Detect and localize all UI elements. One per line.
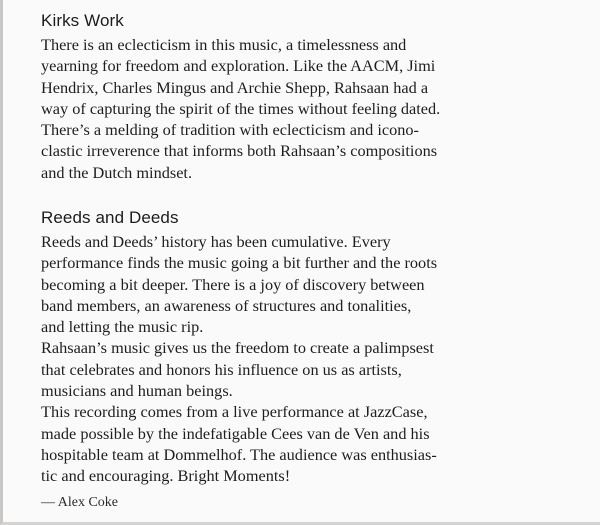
body-line: Reeds and Deeds’ history has been cumulative. Every: [41, 232, 391, 251]
body-line: This recording comes from a live performance at JazzCase,: [41, 402, 428, 422]
body-line: band members, an awareness of structures and tonalities,: [41, 295, 412, 315]
body-line: made possible by the indefatigable Cees van de Ven and his: [41, 423, 430, 443]
section-heading: Reeds and Deeds: [41, 208, 179, 227]
section-kirks-work: [41, 8, 597, 183]
body-line: hospitable team at Dommelhof. The audience was enthusias-: [41, 444, 437, 464]
body-line: clastic irreverence that informs both Rahsaan’s compositions: [41, 141, 438, 161]
body-line: and letting the music rip.: [41, 317, 204, 337]
section-heading: Kirks Work: [41, 11, 124, 30]
body-line: Rahsaan’s music gives us the freedom to create a palimpsest: [41, 338, 434, 358]
body-line: tic and encouraging. Bright Moments!: [41, 466, 291, 486]
body-line: Hendrix, Charles Mingus and Archie Shepp, Rahsaan had a: [41, 77, 429, 97]
body-line: becoming a bit deeper. There is a joy of discovery between: [41, 274, 425, 294]
body-line: There is an eclecticism in this music, a timelessness and: [41, 35, 407, 54]
body-line: and the Dutch mindset.: [41, 162, 193, 182]
body-line: that celebrates and honors his influence on us as artists,: [41, 359, 402, 379]
body-line: There’s a melding of tradition with eclecticism and icono-: [41, 120, 419, 140]
body-line: musicians and human beings.: [41, 381, 233, 401]
body-line: performance finds the music going a bit further and the roots: [41, 253, 438, 273]
body-line: way of capturing the spirit of the times without feeling dated.: [41, 98, 441, 118]
author-signature: — Alex Coke: [41, 495, 118, 510]
section-reeds-and-deeds: [41, 205, 597, 487]
body-line: yearning for freedom and exploration. Like the AACM, Jimi: [41, 56, 436, 76]
